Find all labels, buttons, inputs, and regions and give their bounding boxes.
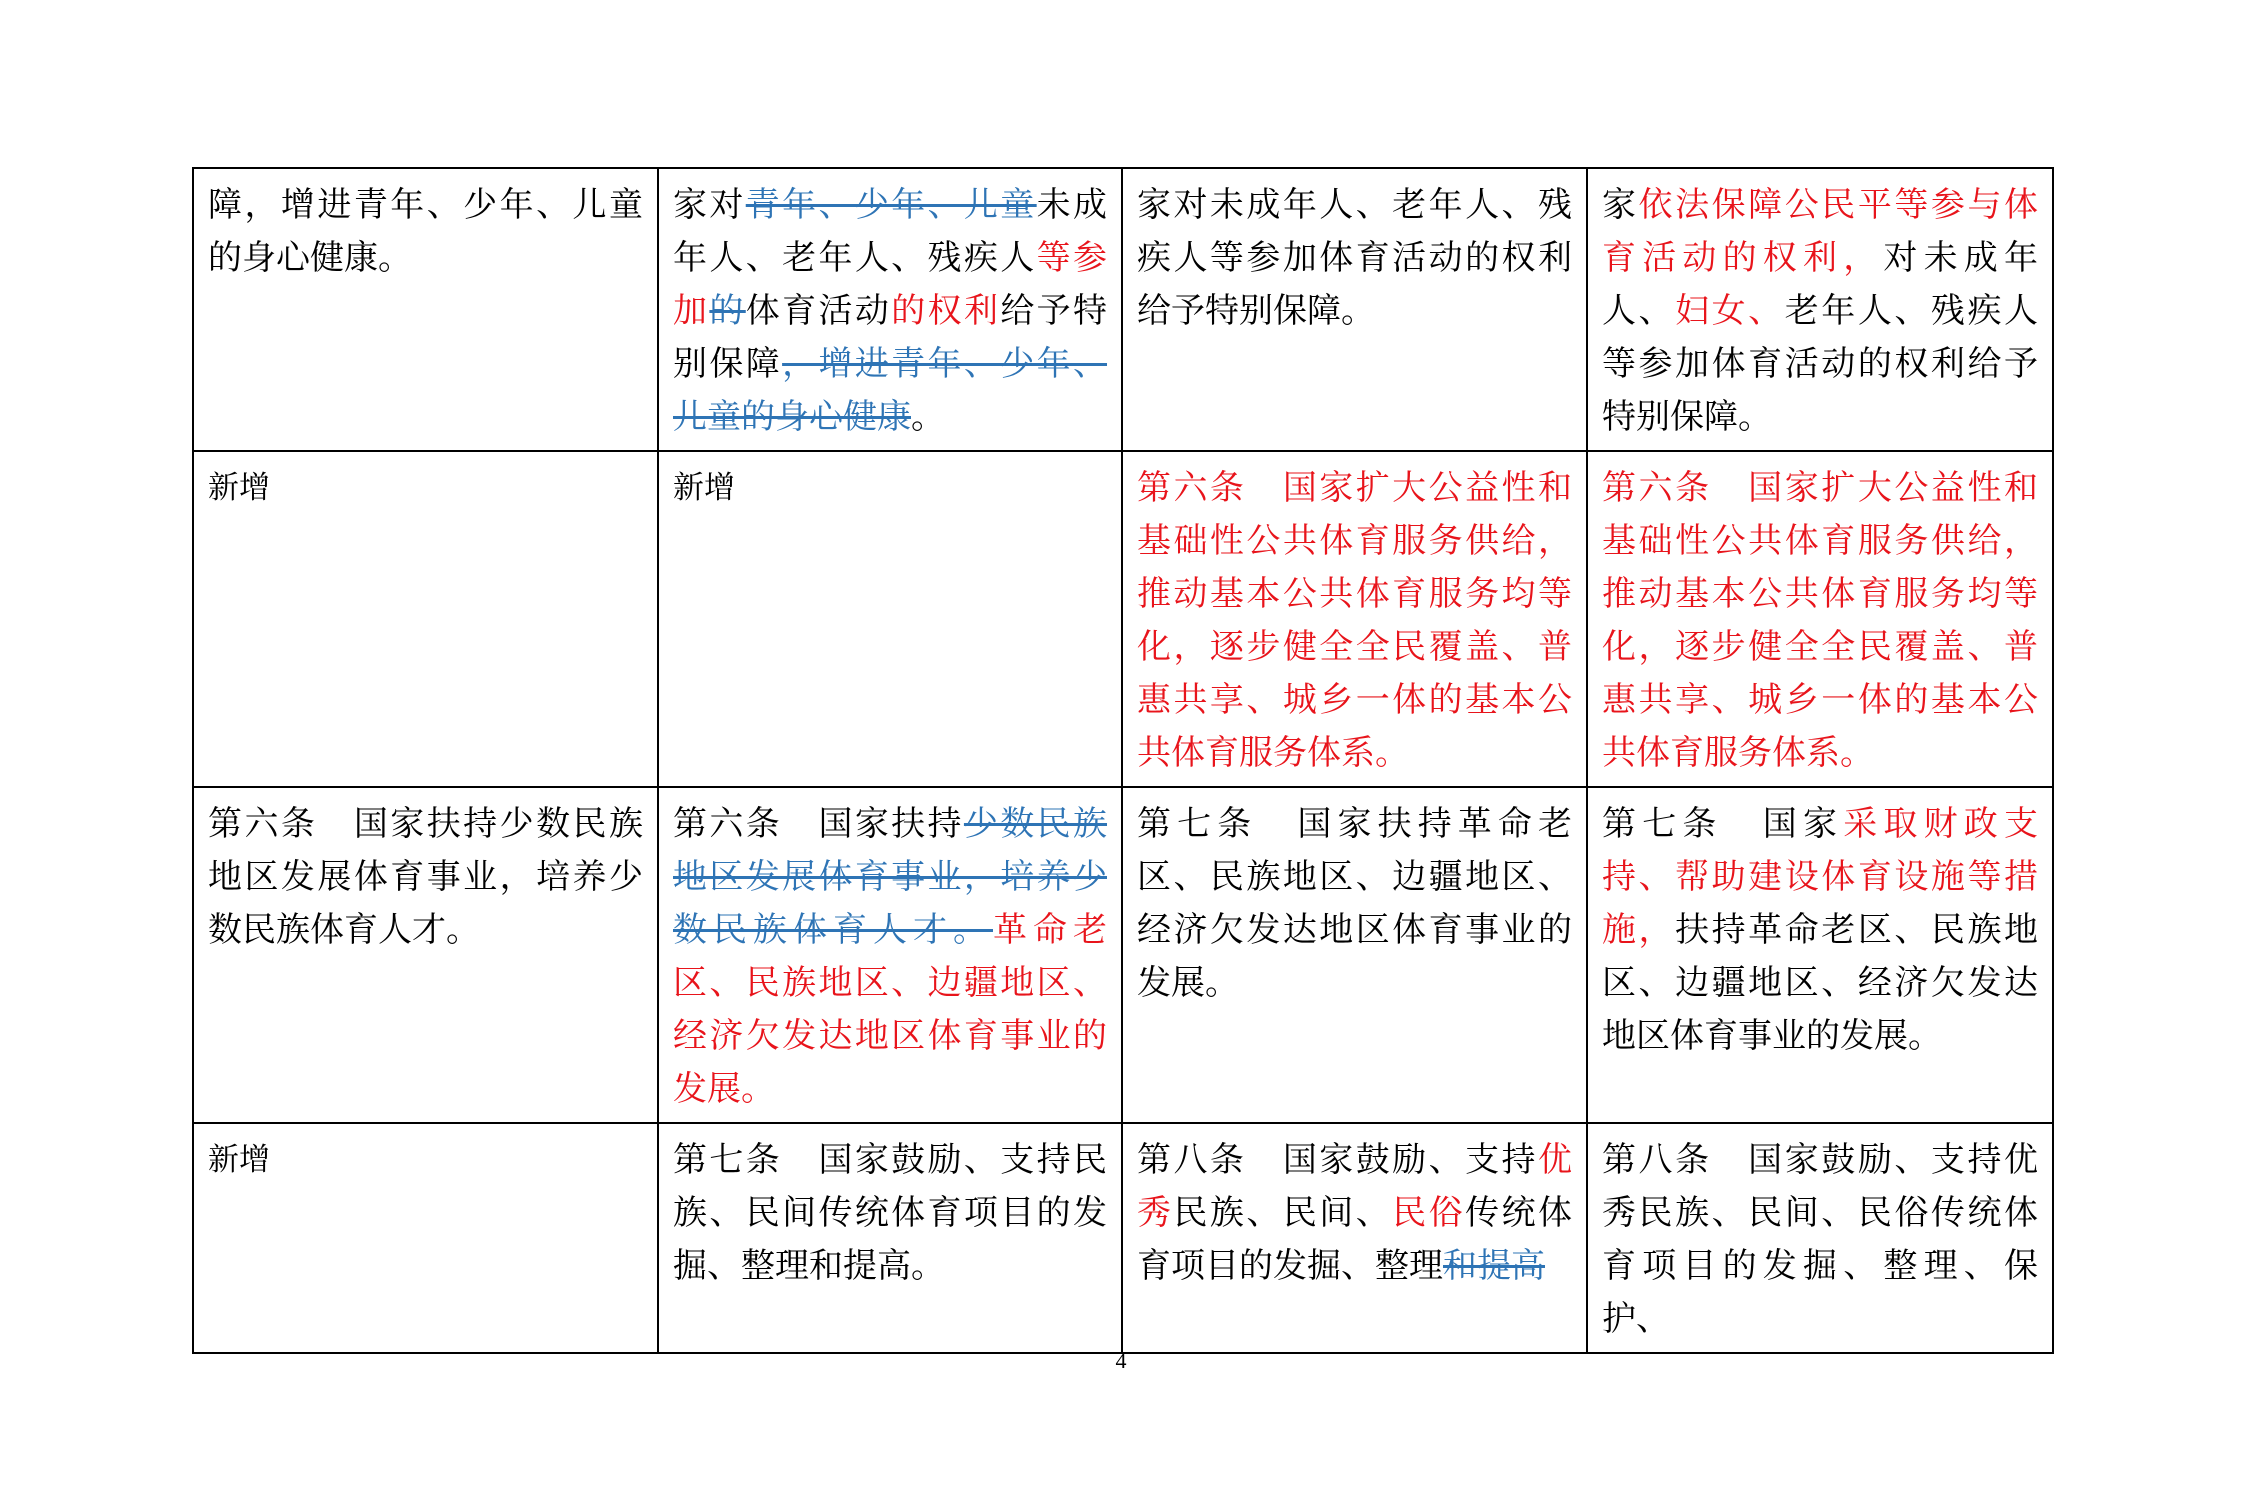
cell-text: 家对 xyxy=(673,185,746,225)
table-cell xyxy=(1122,787,1587,1123)
cell-text: 。 xyxy=(911,397,945,437)
table-cell xyxy=(193,451,658,787)
cell-text: 第八条 国家鼓励、支持 xyxy=(1137,1140,1538,1180)
cell-text: 家对未成年人、老年人、残疾人等参加体育活动的权利给予特别保障。 xyxy=(1137,185,1572,331)
table-cell xyxy=(1587,168,2053,451)
row-label-new: 新增 xyxy=(208,470,270,506)
cell-text: 第七条 国家扶持革命老区、民族地区、边疆地区、经济欠发达地区体育事业的发展。 xyxy=(1137,804,1572,1003)
table-cell xyxy=(658,1123,1122,1353)
cell-text: 第七条 国家 xyxy=(1602,804,1844,844)
table-row xyxy=(193,787,2053,1123)
table-cell xyxy=(193,168,658,451)
added-text: 优秀 xyxy=(1137,1140,1572,1233)
deleted-text: 少数民族地区发展体育事业，培养少数民族体育人才。 xyxy=(673,804,1108,950)
added-text: 革命老区、民族地区、边疆地区、经济欠发达地区体育事业的发展。 xyxy=(673,910,1107,1109)
table-row xyxy=(193,1123,2053,1353)
table-cell xyxy=(1122,1123,1587,1353)
cell-text: 扶持革命老区、民族地区、边疆地区、经济欠发达地区体育事业的发展。 xyxy=(1602,910,2039,1056)
comparison-table xyxy=(192,167,2054,1354)
table-cell xyxy=(658,451,1122,787)
table-cell xyxy=(193,1123,658,1353)
deleted-text: ，增进青年、少年、儿童的身心健康 xyxy=(673,344,1108,437)
deleted-text: 的 xyxy=(709,291,746,331)
table-row xyxy=(193,168,2053,451)
added-text: 等参加 xyxy=(673,238,1108,331)
cell-text: 第八条 国家鼓励、支持优秀民族、民间、民俗传统体育项目的发掘、整理、保护、 xyxy=(1602,1140,2038,1339)
page-number: 4 xyxy=(1115,1348,1127,1373)
comparison-table-body xyxy=(193,168,2053,1353)
table-cell xyxy=(658,168,1122,451)
cell-text: 第六条 国家扶持 xyxy=(673,804,964,844)
table-cell xyxy=(1587,1123,2053,1353)
cell-text: 第七条 国家鼓励、支持民族、民间传统体育项目的发掘、整理和提高。 xyxy=(673,1140,1107,1286)
cell-text: 老年人、残疾人等参加体育活动的权利给予特别保障。 xyxy=(1602,291,2039,437)
cell-text: 传统体育项目的发掘、整理 xyxy=(1137,1193,1573,1286)
cell-text: 对未成年人、 xyxy=(1602,238,2039,331)
cell-text: 家 xyxy=(1602,185,1639,225)
cell-text: 障，增进青年、少年、儿童的身心健康。 xyxy=(208,185,643,278)
cell-text: 第六条 国家扶持少数民族地区发展体育事业，培养少数民族体育人才。 xyxy=(208,804,643,950)
deleted-text: 青年、少年、儿童 xyxy=(745,185,1037,225)
added-text: 妇女、 xyxy=(1675,291,1785,331)
deleted-text: 和提高 xyxy=(1443,1246,1545,1286)
cell-text: 给予特别保障 xyxy=(673,291,1108,384)
cell-text: 体育活动 xyxy=(745,291,892,331)
table-cell xyxy=(658,787,1122,1123)
table-cell xyxy=(1122,451,1587,787)
row-label-new: 新增 xyxy=(208,1142,270,1178)
row-label-new: 新增 xyxy=(673,470,735,506)
added-text: 第六条 国家扩大公益性和基础性公共体育服务供给，推动基本公共体育服务均等化，逐步健全全民覆盖、普惠共享、城乡一体的基本公共体育服务体系。 xyxy=(1602,468,2038,773)
added-text: 的权利 xyxy=(891,291,1001,331)
table-cell xyxy=(1587,787,2053,1123)
added-text: 采取财政支持、帮助建设体育设施等措施， xyxy=(1602,804,2039,950)
table-row xyxy=(193,451,2053,787)
added-text: 第六条 国家扩大公益性和基础性公共体育服务供给，推动基本公共体育服务均等化，逐步健全全民覆盖、普惠共享、城乡一体的基本公共体育服务体系。 xyxy=(1137,468,1572,773)
cell-text: 未成年人、老年人、残疾人 xyxy=(673,185,1108,278)
added-text: 民俗 xyxy=(1392,1193,1466,1233)
table-cell xyxy=(1587,451,2053,787)
table-cell xyxy=(193,787,658,1123)
table-cell xyxy=(1122,168,1587,451)
cell-text: 民族、民间、 xyxy=(1173,1193,1393,1233)
added-text: 依法保障公民平等参与体育活动的权利， xyxy=(1602,185,2039,278)
